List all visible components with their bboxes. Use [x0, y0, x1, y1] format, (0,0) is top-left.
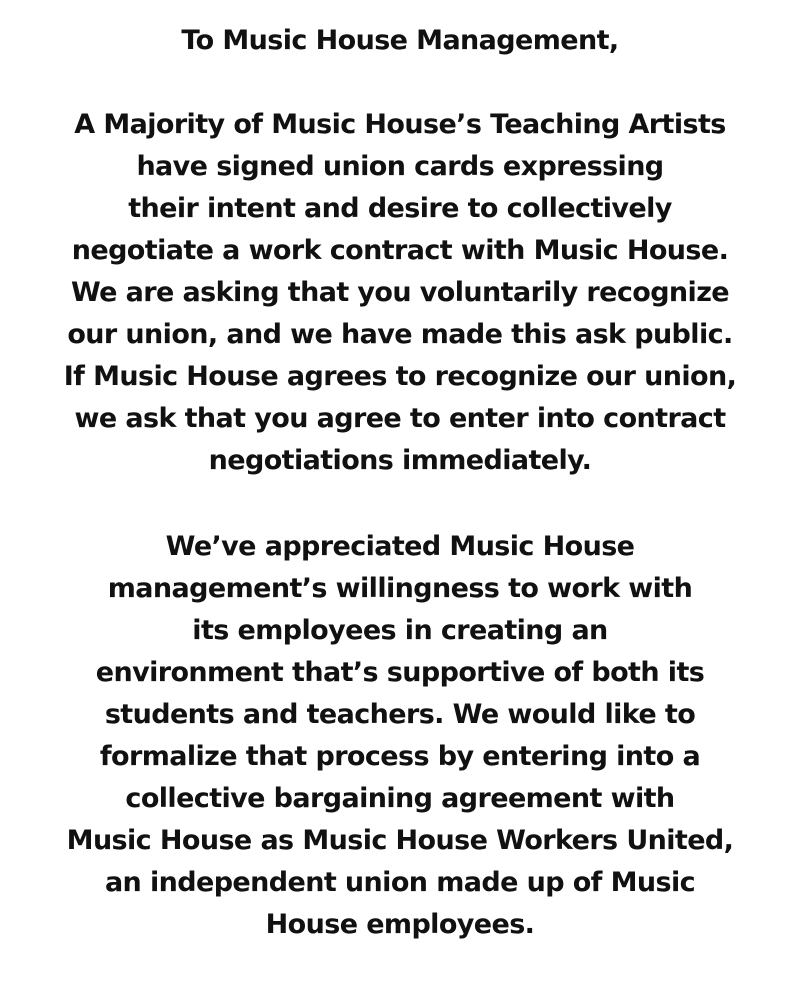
paragraph-2-line: environment that’s supportive of both its: [95, 657, 705, 688]
paragraph-1-line: negotiations immediately.: [208, 445, 592, 476]
paragraph-2-line: an independent union made up of Music: [104, 867, 696, 898]
paragraph-2-line: management’s willingness to work with: [107, 573, 693, 604]
paragraph-1-line: have signed union cards expressing: [136, 151, 664, 182]
paragraph-1-line: We are asking that you voluntarily recognize: [70, 277, 730, 308]
paragraph-1-line: we ask that you agree to enter into contract: [74, 403, 726, 434]
paragraph-2-line: students and teachers. We would like to: [104, 699, 696, 730]
paragraph-2-line: collective bargaining agreement with: [125, 783, 675, 814]
paragraph-2-line: House employees.: [265, 909, 535, 940]
paragraph-2-line: formalize that process by entering into a: [99, 741, 701, 772]
paragraph-1-line: negotiate a work contract with Music House.: [71, 235, 729, 266]
paragraph-2-line: its employees in creating an: [192, 615, 608, 646]
paragraph-1-line: A Majority of Music House’s Teaching Artists: [74, 109, 726, 140]
paragraph-1-line: If Music House agrees to recognize our union,: [63, 361, 737, 392]
paragraph-1-line: their intent and desire to collectively: [128, 193, 672, 224]
paragraph-2-line: We’ve appreciated Music House: [165, 531, 635, 562]
salutation: To Music House Management,: [181, 25, 619, 56]
paragraph-1-line: our union, and we have made this ask public.: [67, 319, 733, 350]
paragraph-2-line: Music House as Music House Workers United,: [66, 825, 734, 856]
